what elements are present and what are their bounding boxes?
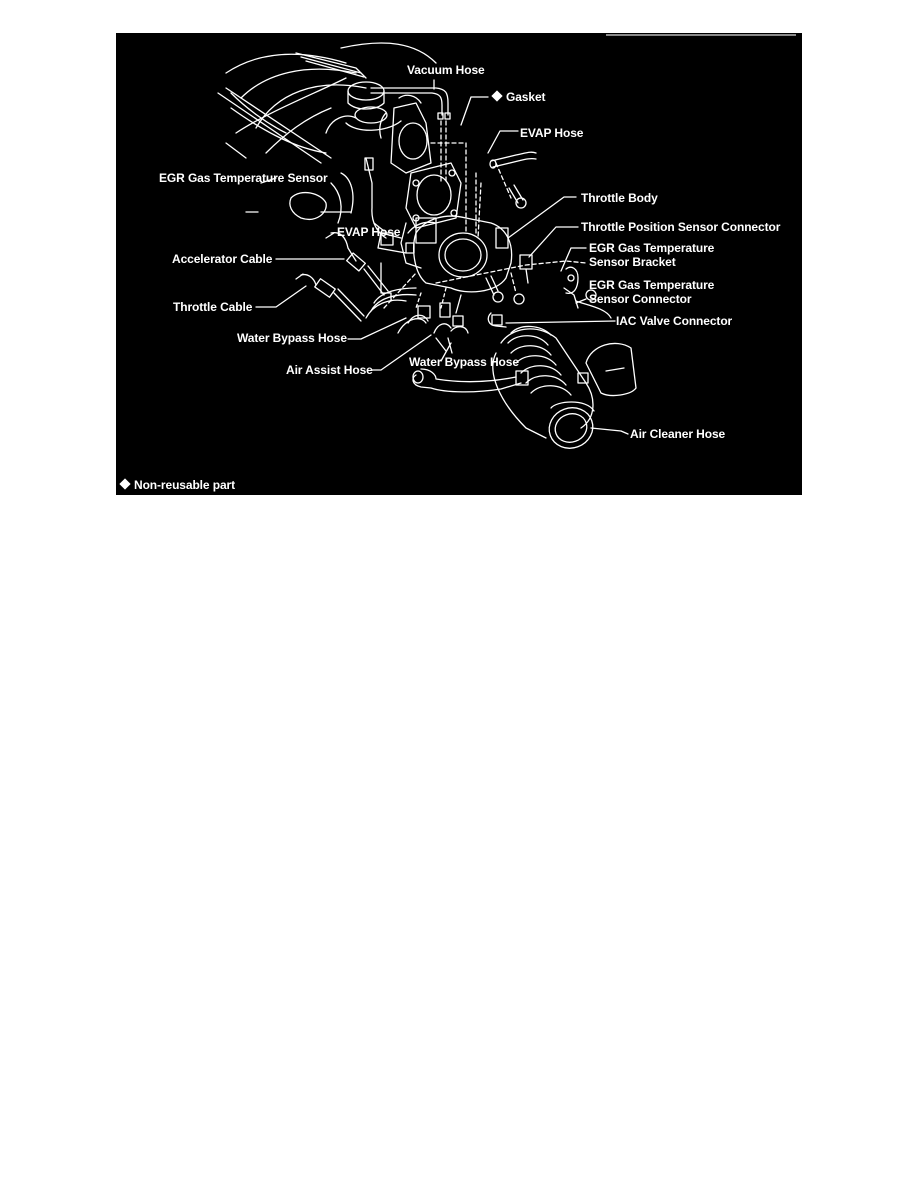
label-egr-sensor-bracket: EGR Gas Temperature Sensor Bracket — [589, 241, 715, 269]
throttle-body-diagram — [116, 33, 802, 495]
label-air-cleaner-hose: Air Cleaner Hose — [630, 427, 726, 441]
label-iac-valve-connector: IAC Valve Connector — [616, 314, 733, 328]
non-reusable-diamond-icon — [491, 90, 502, 101]
label-gasket: Gasket — [493, 90, 545, 104]
label-egr-sensor-connector: EGR Gas Temperature Sensor Connector — [589, 278, 715, 306]
label-throttle-position-sensor-connector: Throttle Position Sensor Connector — [581, 220, 781, 234]
label-evap-hose-top: EVAP Hose — [520, 126, 584, 140]
label-water-bypass-hose-left: Water Bypass Hose — [237, 331, 347, 345]
label-accelerator-cable: Accelerator Cable — [172, 252, 273, 266]
label-air-assist-hose: Air Assist Hose — [286, 363, 373, 377]
label-vacuum-hose: Vacuum Hose — [407, 63, 485, 77]
label-evap-hose-mid: EVAP Hose — [337, 225, 401, 239]
label-egr-gas-temperature-sensor: EGR Gas Temperature Sensor — [159, 171, 328, 185]
label-water-bypass-hose-right: Water Bypass Hose — [409, 355, 519, 369]
legend-non-reusable-part: Non-reusable part — [121, 478, 235, 492]
label-throttle-cable: Throttle Cable — [173, 300, 253, 314]
diamond-icon — [119, 478, 130, 489]
label-throttle-body: Throttle Body — [581, 191, 658, 205]
